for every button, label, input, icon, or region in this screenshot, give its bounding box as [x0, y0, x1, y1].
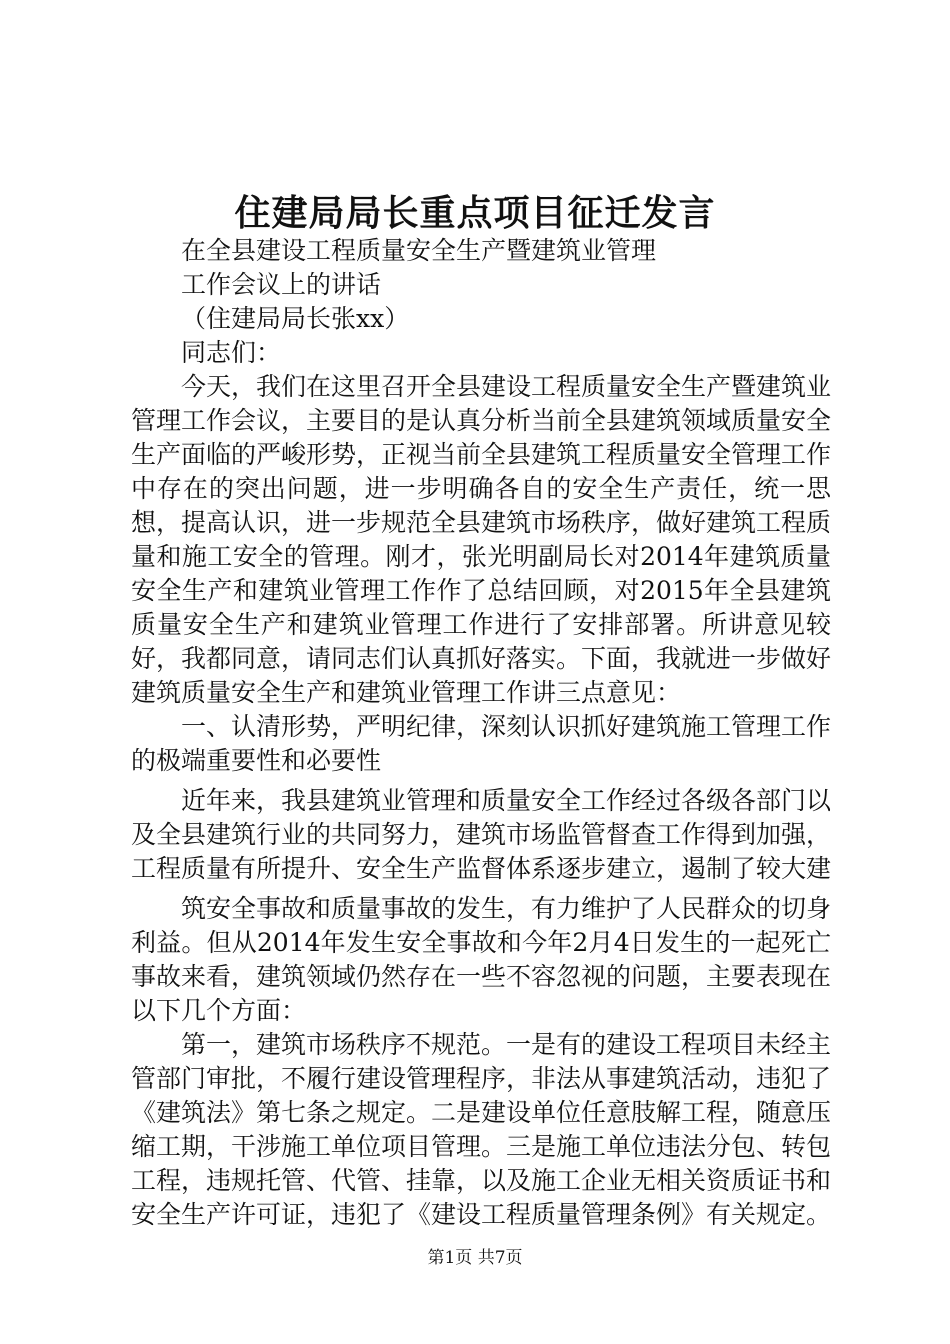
paragraph: （住建局局长张xx）	[181, 304, 410, 333]
page-footer: 第1页 共7页	[427, 1248, 523, 1268]
paragraph: 今天，我们在这里召开全县建设工程质量安全生产暨建筑业管理工作会议，主要目的是认真分析当前全县建筑领域质量安全生产面临的严峻形势，正视当前全县建筑工程质量安全管理工作中存在的突出问题，进一步明确各自的安全生产责任，统一思想，提高认识，进一步规范全县建筑市场秩序，做好建筑工程质量和施工安全的管理。刚才，张光明副局长对2014年建筑质量安全生产和建筑业管理工作作了总结回顾，对2015年全县建筑质量安全生产和建筑业管理工作进行了安排部署。所讲意见较好，我都同意，请同志们认真抓好落实。下面，我就进一步做好建筑质量安全生产和建筑业管理工作讲三点意见：	[131, 372, 832, 707]
paragraph: 同志们：	[181, 338, 282, 367]
paragraph: 一、认清形势，严明纪律，深刻认识抓好建筑施工管理工作的极端重要性和必要性	[131, 712, 832, 775]
paragraph: 筑安全事故和质量事故的发生，有力维护了人民群众的切身利益。但从2014年发生安全事故和今年2月4日发生的一起死亡事故来看，建筑领域仍然存在一些不容忽视的问题，主要表现在以下几个方面：	[131, 894, 832, 1025]
document-body	[131, 234, 831, 1232]
paragraph: 第一，建筑市场秩序不规范。一是有的建设工程项目未经主管部门审批，不履行建设管理程序，非法从事建筑活动，违犯了《建筑法》第七条之规定。二是建设单位任意肢解工程，随意压缩工期，干涉施工单位项目管理。三是施工单位违法分包、转包工程，违规托管、代管、挂靠，以及施工企业无相关资质证书和安全生产许可证，违犯了《建设工程质量管理条例》有关规定。	[131, 1030, 832, 1229]
paragraph: 近年来，我县建筑业管理和质量安全工作经过各级各部门以及全县建筑行业的共同努力，建筑市场监管督查工作得到加强，工程质量有所提升、安全生产监督体系逐步建立，遏制了较大建	[131, 786, 832, 883]
paragraph: 在全县建设工程质量安全生产暨建筑业管理	[181, 236, 657, 265]
paragraph: 工作会议上的讲话	[181, 270, 382, 299]
document-title: 住建局局长重点项目征迁发言	[234, 193, 716, 234]
